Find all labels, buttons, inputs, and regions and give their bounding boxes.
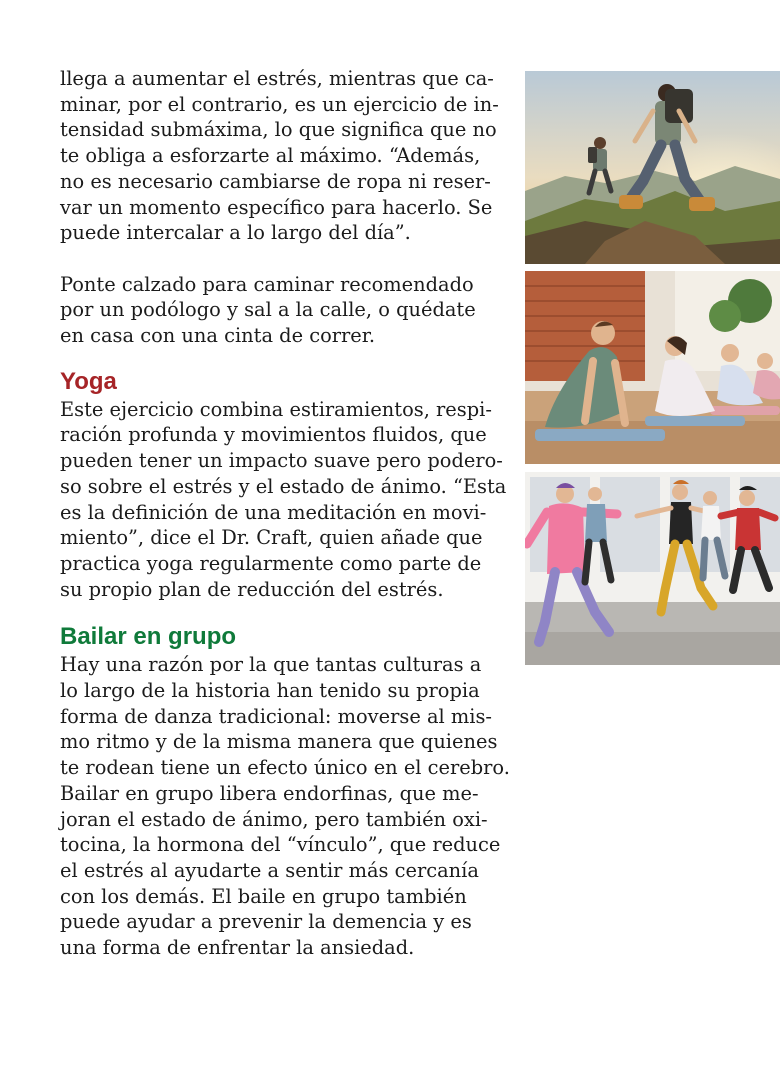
text-line: ración profunda y movimientos fluidos, que — [60, 423, 487, 447]
text-line: te rodean tiene un efecto único en el cerebro. — [60, 756, 510, 780]
text-line: te obliga a esforzarte al máximo. “Además, — [60, 144, 481, 168]
text-line: miento”, dice el Dr. Craft, quien añade que — [60, 526, 483, 550]
text-line: por un podólogo y sal a la calle, o quédate — [60, 298, 476, 322]
hiking-photo — [525, 71, 780, 264]
dance-photo — [525, 472, 780, 665]
text-line: tensidad submáxima, lo que significa que no — [60, 118, 497, 142]
text-line: no es necesario cambiarse de ropa ni reser- — [60, 169, 491, 193]
text-line: Este ejercicio combina estiramientos, respi- — [60, 397, 492, 421]
text-line: Hay una razón por la que tantas culturas a — [60, 653, 482, 677]
text-line: con los demás. El baile en grupo también — [60, 884, 467, 908]
text-line: puede intercalar a lo largo del día”. — [60, 221, 411, 245]
text-line: llega a aumentar el estrés, mientras que ca- — [60, 67, 494, 90]
intro-paragraph — [60, 66, 499, 246]
text-line: lo largo de la historia han tenido su propia — [60, 679, 480, 703]
text-line: Bailar en grupo libera endorfinas, que me- — [60, 781, 479, 805]
text-line: en casa con una cinta de correr. — [60, 324, 376, 348]
text-line: su propio plan de reducción del estrés. — [60, 577, 444, 601]
text-line: una forma de enfrentar la ansiedad. — [60, 936, 415, 960]
yoga-heading: Yoga — [60, 367, 117, 395]
walking-tip-paragraph — [60, 272, 496, 349]
text-line: puede ayudar a prevenir la demencia y es — [60, 910, 472, 934]
text-line: joran el estado de ánimo, pero también oxi- — [60, 807, 488, 831]
yoga-photo — [525, 271, 780, 464]
text-line: pueden tener un impacto suave pero podero- — [60, 449, 503, 473]
text-line: tocina, la hormona del “vínculo”, que reduce — [60, 833, 501, 857]
yoga-illustration — [525, 271, 780, 464]
text-line: minar, por el contrario, es un ejercicio de in- — [60, 92, 499, 116]
text-line: so sobre el estrés y el estado de ánimo. “Esta — [60, 474, 507, 498]
dance-illustration — [525, 472, 780, 665]
yoga-paragraph — [60, 397, 507, 603]
text-line: Ponte calzado para caminar recomendado — [60, 272, 474, 296]
text-line: practica yoga regularmente como parte de — [60, 551, 482, 575]
bailar-heading: Bailar en grupo — [60, 623, 237, 651]
text-line: el estrés al ayudarte a sentir más cercanía — [60, 858, 479, 882]
text-line: mo ritmo y de la misma manera que quienes — [60, 730, 498, 754]
hiking-illustration — [525, 71, 780, 264]
bailar-paragraph — [60, 652, 510, 960]
text-line: forma de danza tradicional: moverse al mis- — [60, 704, 492, 728]
article-column — [60, 66, 510, 961]
text-line: var un momento específico para hacerlo. Se — [60, 195, 493, 219]
text-line: es la definición de una meditación en movi- — [60, 500, 487, 524]
